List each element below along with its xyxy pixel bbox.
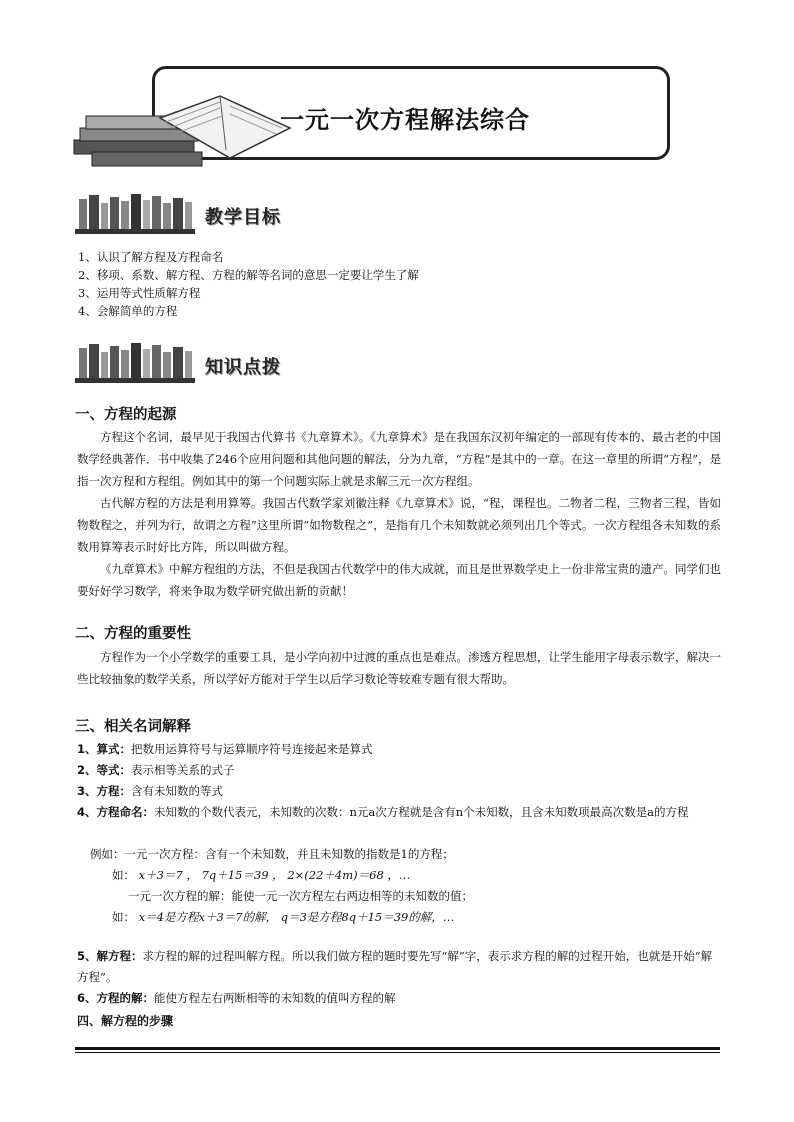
heading-importance: 二、方程的重要性 — [75, 626, 191, 642]
term-item — [77, 739, 721, 760]
example-intro: 例如：一元一次方程：含有一个未知数，并且未知数的指数是1的方程； — [90, 847, 454, 861]
term-label: 4、方程命名： — [77, 805, 155, 819]
origin-text — [77, 426, 721, 602]
term-item — [77, 988, 721, 1009]
section-title-objectives: 教学目标 — [205, 207, 281, 228]
books-shelf-icon — [75, 191, 195, 235]
objective-item: 3、运用等式性质解方程 — [78, 286, 201, 300]
term-list — [77, 739, 721, 823]
example-2 — [112, 907, 454, 928]
term-text: 把数用运算符号与运算顺序符号连接起来是算式 — [131, 742, 373, 756]
term-label: 3、方程： — [77, 784, 132, 798]
example-1 — [112, 865, 410, 886]
objective-item: 1、认识了解方程及方程命名 — [78, 250, 224, 264]
importance-text — [77, 646, 721, 690]
example-equations: x＋3＝7 ， 7q＋15＝39 ， 2×(22＋4m)＝68 ，… — [138, 868, 411, 882]
footer-rule — [75, 1047, 720, 1050]
example-solutions: x＝4是方程x＋3＝7的解， q＝3是方程8q＋15＝39的解，… — [138, 910, 455, 924]
term-label: 1、算式： — [77, 742, 132, 756]
paragraph: 方程作为一个小学数学的重要工具，是小学向初中过渡的重点也是难点。渗透方程思想，让学生能用字母表示数字，解决一些比较抽象的数学关系，所以学好方能对于学生以后学习数论等较难专题有很大帮助。 — [77, 650, 721, 686]
example-prefix: 如： — [112, 910, 135, 924]
books-illustration — [70, 88, 295, 180]
term-text: 能使方程左右两断相等的未知数的值叫方程的解 — [154, 991, 396, 1005]
heading-terms: 三、相关名词解释 — [75, 719, 191, 735]
term-item — [77, 946, 721, 988]
heading-steps: 四、解方程的步骤 — [77, 1014, 174, 1028]
term-label: 6、方程的解： — [77, 991, 155, 1005]
page-title: 一元一次方程解法综合 — [280, 106, 530, 134]
term-list-2 — [77, 946, 721, 1009]
objective-item: 4、会解简单的方程 — [78, 304, 178, 318]
solution-definition: 一元一次方程的解：能使一元一次方程左右两边相等的未知数的值； — [128, 889, 473, 903]
term-item — [77, 781, 721, 802]
term-label: 2、等式： — [77, 763, 132, 777]
heading-origin: 一、方程的起源 — [75, 407, 177, 423]
term-text: 表示相等关系的式子 — [131, 763, 235, 777]
footer-rule-thin — [75, 1052, 720, 1053]
objective-item: 2、移项、系数、解方程、方程的解等名词的意思一定要让学生了解 — [78, 268, 419, 282]
term-item — [77, 802, 721, 823]
example-prefix: 如： — [112, 868, 135, 882]
term-text: 未知数的个数代表元，未知数的次数：n元a次方程就是含有n个未知数，且含未知数项最高次数是a的方程 — [154, 805, 689, 819]
paragraph: 《九章算术》中解方程组的方法，不但是我国古代数学中的伟大成就，而且是世界数学史上一份非常宝贵的遗产。同学们也要好好学习数学，将来争取为数学研究做出新的贡献！ — [77, 562, 721, 598]
term-item — [77, 760, 721, 781]
term-text: 求方程的解的过程叫解方程。所以我们做方程的题时要先写“解”字，表示求方程的解的过程开始，也就是开始“解方程”。 — [77, 949, 713, 984]
paragraph: 古代解方程的方法是利用算筹。我国古代数学家刘徽注释《九章算术》说，“程，课程也。二物者二程，三物者三程，皆如物数程之，并列为行，故谓之方程”这里所谓“如物数程之”，是指有几个未知数就必须列出几个等式。一次方程组各未知数的系数用算筹表示时好比方阵，所以叫做方程。 — [77, 496, 721, 554]
paragraph: 方程这个名词，最早见于我国古代算书《九章算术》。《九章算术》是在我国东汉初年编定的一部现有传本的、最古老的中国数学经典著作．书中收集了246个应用问题和其他问题的解法，分为九章，“方程”是其中的一章。在这一章里的所谓“方程”，是指一次方程和方程组。例如其中的第一个问题实际上就是求解三元一次方程组。 — [77, 430, 721, 488]
term-label: 5、解方程： — [77, 949, 143, 963]
section-title-knowledge: 知识点拨 — [205, 357, 281, 378]
books-shelf-icon — [75, 340, 195, 384]
term-text: 含有未知数的等式 — [131, 784, 224, 798]
